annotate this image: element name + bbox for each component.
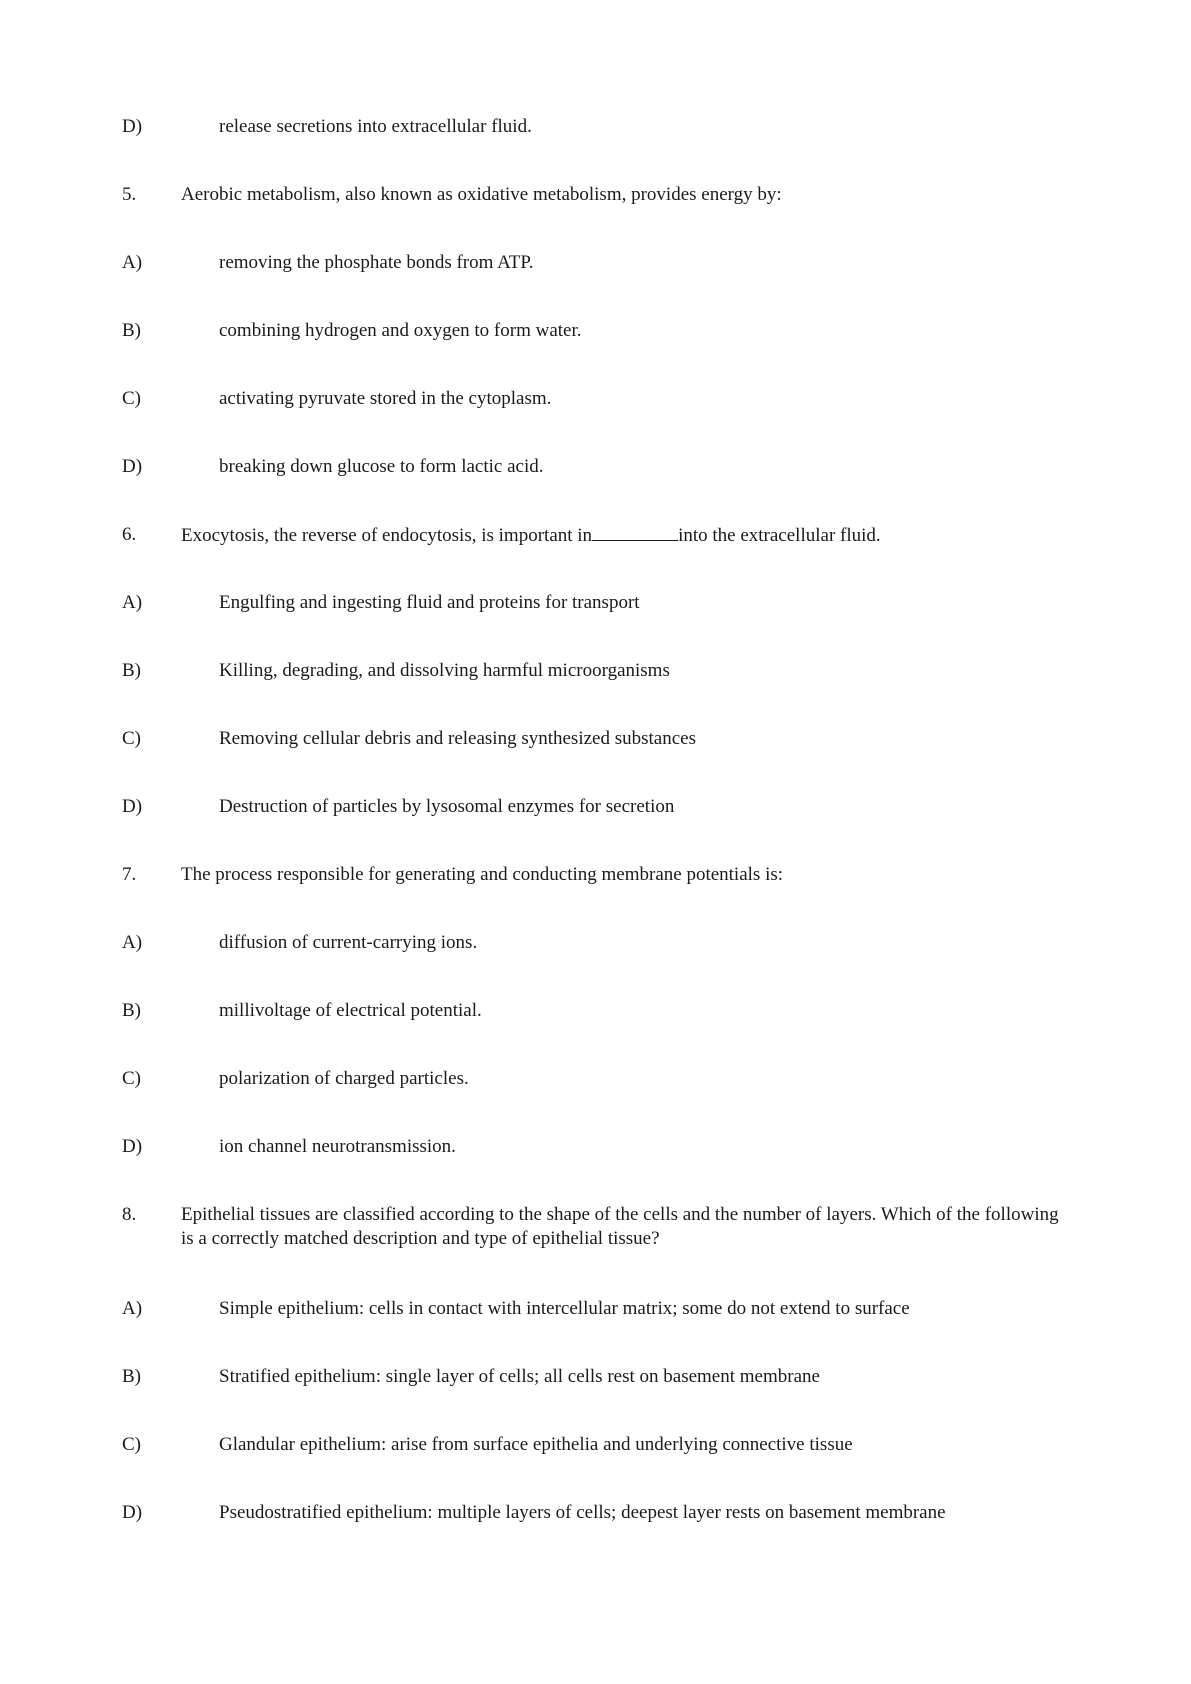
question-number: 5. <box>122 184 137 205</box>
option-label: A) <box>122 592 143 613</box>
option-text: Simple epithelium: cells in contact with intercellular matrix; some do not extend to surface <box>219 1298 910 1319</box>
option-text: Killing, degrading, and dissolving harmful microorganisms <box>219 660 670 681</box>
option-label: B) <box>122 660 141 681</box>
option-text: Engulfing and ingesting fluid and proteins for transport <box>219 592 640 613</box>
question-text: Epithelial tissues are classified according to the shape of the cells and the number of layers. Which of the following is a correctly matched description and type of epithelial tissue? <box>181 1204 1059 1249</box>
question-text: The process responsible for generating and conducting membrane potentials is: <box>181 864 784 885</box>
option-text: breaking down glucose to form lactic acid. <box>219 456 544 477</box>
option-label: A) <box>122 1298 143 1319</box>
option-label: D) <box>122 1136 143 1157</box>
question-number: 7. <box>122 864 137 885</box>
question-number: 6. <box>122 524 137 545</box>
option-label: B) <box>122 320 141 341</box>
option-label: A) <box>122 932 143 953</box>
option-text: Pseudostratified epithelium: multiple layers of cells; deepest layer rests on basement membrane <box>219 1502 946 1523</box>
option-label: C) <box>122 1068 141 1089</box>
option-text: Glandular epithelium: arise from surface epithelia and underlying connective tissue <box>219 1434 853 1455</box>
question-number: 8. <box>122 1204 137 1225</box>
option-label: B) <box>122 1000 141 1021</box>
option-text: polarization of charged particles. <box>219 1068 469 1089</box>
option-label: C) <box>122 1434 141 1455</box>
option-label: D) <box>122 456 143 477</box>
question-text-after: into the extracellular fluid. <box>678 525 881 546</box>
option-text: Destruction of particles by lysosomal enzymes for secretion <box>219 796 675 817</box>
question-text <box>181 523 881 548</box>
option-label: C) <box>122 728 141 749</box>
option-label: A) <box>122 252 143 273</box>
option-label: D) <box>122 1502 143 1523</box>
question-text-before: Exocytosis, the reverse of endocytosis, is important in <box>181 525 593 546</box>
option-text: diffusion of current-carrying ions. <box>219 932 478 953</box>
option-text: millivoltage of electrical potential. <box>219 1000 482 1021</box>
option-text: ion channel neurotransmission. <box>219 1136 456 1157</box>
option-text: Removing cellular debris and releasing synthesized substances <box>219 728 696 749</box>
option-text: combining hydrogen and oxygen to form water. <box>219 320 582 341</box>
option-label: D) <box>122 796 143 817</box>
option-label: B) <box>122 1366 141 1387</box>
option-label: D) <box>122 116 143 137</box>
option-text: removing the phosphate bonds from ATP. <box>219 252 534 273</box>
answer-blank <box>592 523 678 541</box>
option-text: Stratified epithelium: single layer of cells; all cells rest on basement membrane <box>219 1366 820 1387</box>
option-label: C) <box>122 388 141 409</box>
question-text: Aerobic metabolism, also known as oxidative metabolism, provides energy by: <box>181 184 782 205</box>
option-text: release secretions into extracellular fluid. <box>219 116 532 137</box>
option-text: activating pyruvate stored in the cytoplasm. <box>219 388 552 409</box>
